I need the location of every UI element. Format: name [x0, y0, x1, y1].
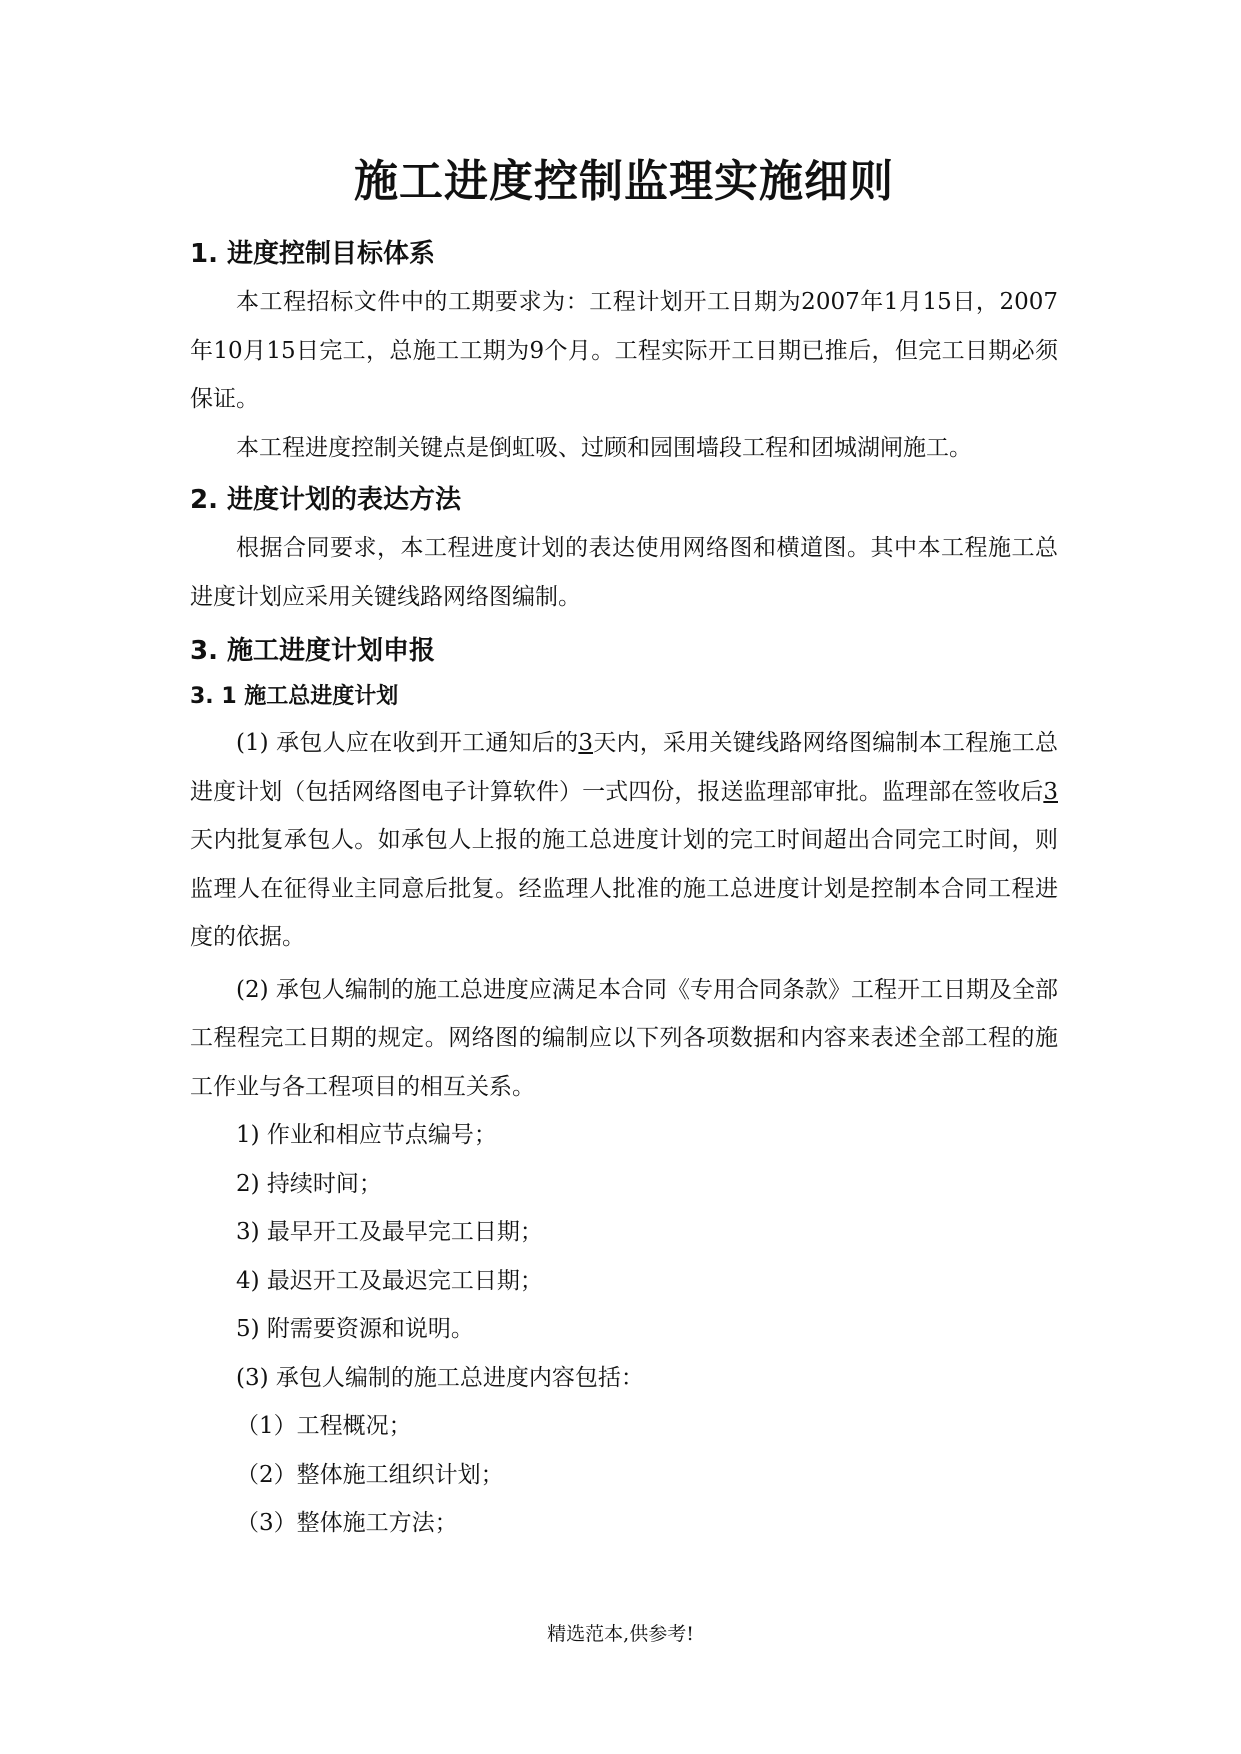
- list-item: 3) 最早开工及最早完工日期；: [236, 1219, 543, 1245]
- section-3-paragraph-3: (3) 承包人编制的施工总进度内容包括：: [236, 1364, 644, 1391]
- list-item: 2) 持续时间；: [236, 1170, 382, 1197]
- paragraph-1-part-c: 天内批复承包人。如承包人上报的施工总进度计划的完工时间超出合同完工时间，则监理人在征得业主同意后批复。经监理人批准的施工总进度计划是控制本合同工程进度的依据。: [190, 827, 1058, 950]
- days-number-2: 3: [1043, 778, 1058, 805]
- list-item: 5) 附需要资源和说明。: [236, 1316, 474, 1342]
- section-1-paragraph-2: 本工程进度控制关键点是倒虹吸、过顾和园围墙段工程和团城湖闸施工。: [236, 434, 972, 461]
- section-2-heading: 2. 进度计划的表达方法: [190, 485, 462, 515]
- section-3-1-heading: 3. 1 施工总进度计划: [190, 684, 399, 709]
- page-footer: 精选范本,供参考!: [547, 1623, 694, 1645]
- section-3-heading: 3. 施工进度计划申报: [190, 636, 436, 666]
- section-3-paragraph-1: [190, 719, 1058, 962]
- document-page: [190, 150, 1058, 1548]
- section-1-heading: 1. 进度控制目标体系: [190, 239, 436, 269]
- paragraph-1-part-b: 天内，采用关键线路网络图编制本工程施工总进度计划（包括网络图电子计算软件）一式四份，报送监理部审批。监理部在签收后: [190, 730, 1059, 805]
- days-number-1: 3: [578, 730, 594, 756]
- document-title: 施工进度控制监理实施细则: [354, 156, 894, 207]
- list-item: （3）整体施工方法；: [236, 1510, 458, 1536]
- paragraph-1-part-a: (1) 承包人应在收到开工通知后的: [236, 730, 579, 756]
- section-3-paragraph-2: (2) 承包人编制的施工总进度应满足本合同《专用合同条款》工程开工日期及全部工程程完工日期的规定。网络图的编制应以下列各项数据和内容来表述全部工程的施工作业与各工程项目的相互关系。: [190, 976, 1058, 1100]
- list-item: （1）工程概况；: [236, 1413, 412, 1439]
- section-2-paragraph-1: 根据合同要求，本工程进度计划的表达使用网络图和横道图。其中本工程施工总进度计划应采用关键线路网络图编制。: [190, 535, 1058, 610]
- section-1-paragraph-1: 本工程招标文件中的工期要求为：工程计划开工日期为2007年1月15日，2007年10月15日完工，总施工工期为9个月。工程实际开工日期已推后，但完工日期必须保证。: [190, 289, 1058, 412]
- list-item: 1) 作业和相应节点编号；: [236, 1122, 497, 1148]
- list-item: （2）整体施工组织计划；: [236, 1461, 504, 1488]
- list-item: 4) 最迟开工及最迟完工日期；: [236, 1267, 543, 1294]
